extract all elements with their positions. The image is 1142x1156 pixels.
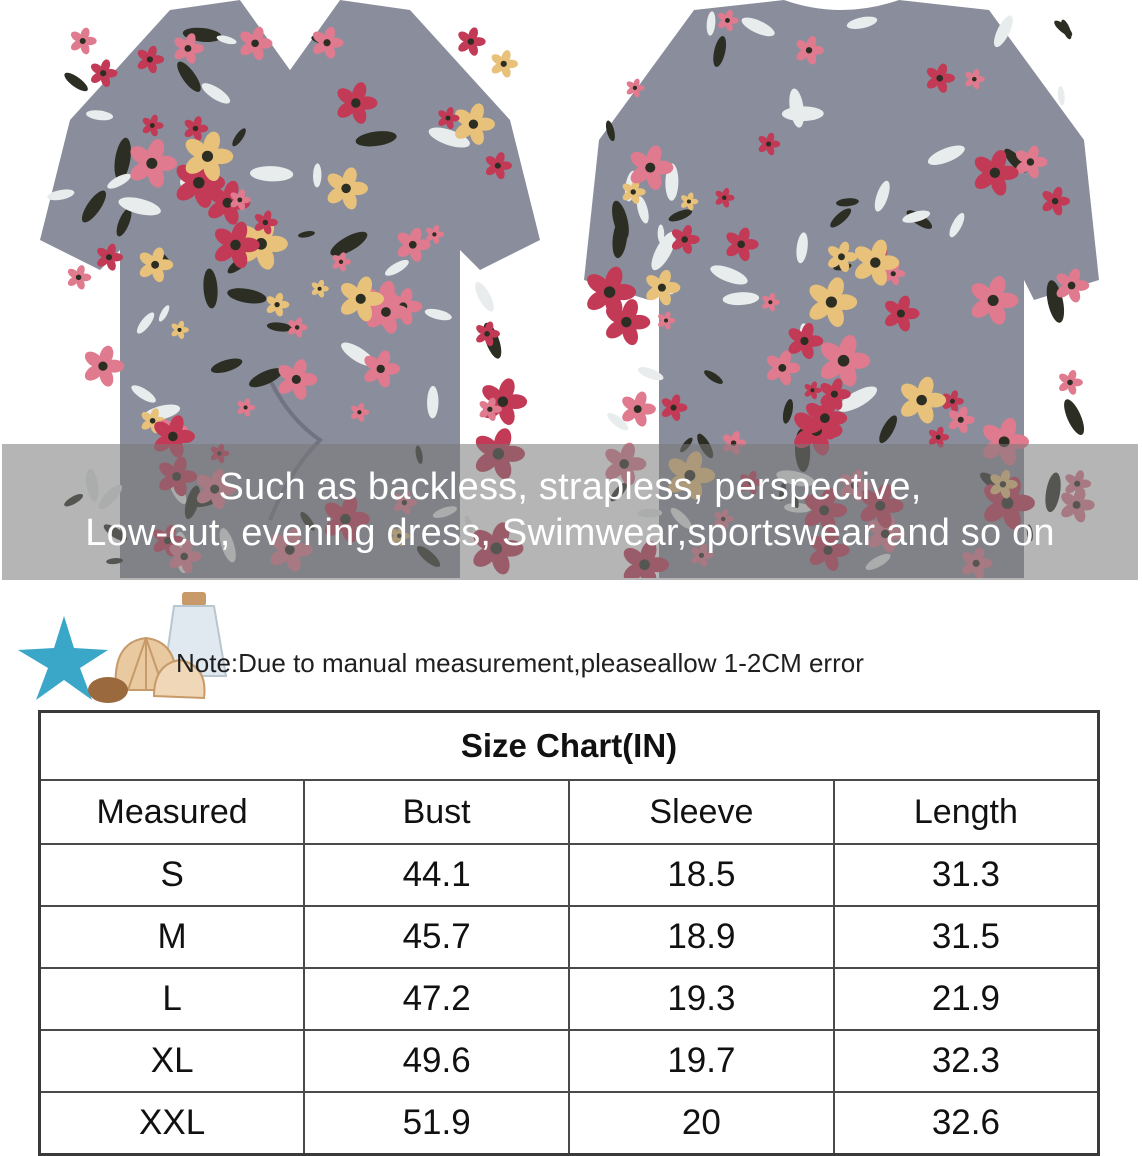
bust-cell: 45.7 [304,906,569,968]
size-cell: S [40,844,305,906]
sleeve-cell: 19.3 [569,968,834,1030]
bust-cell: 44.1 [304,844,569,906]
size-cell: XXL [40,1092,305,1155]
length-cell: 31.3 [834,844,1099,906]
length-cell: 31.5 [834,906,1099,968]
table-row [40,968,1099,1030]
bust-cell: 47.2 [304,968,569,1030]
sleeve-cell: 20 [569,1092,834,1155]
size-cell: XL [40,1030,305,1092]
size-chart-title-row [40,712,1099,781]
sleeve-cell: 18.9 [569,906,834,968]
size-cell: L [40,968,305,1030]
header-measured: Measured [40,780,305,844]
length-cell: 32.6 [834,1092,1099,1155]
header-bust: Bust [304,780,569,844]
table-row [40,1030,1099,1092]
banner-text-line-1: Such as backless, strapless, perspective, [218,466,922,508]
banner-text-line-2: Low-cut, evening dress, Swimwear,sportswear and so on [85,512,1055,554]
size-chart-header-row [40,780,1099,844]
length-cell: 21.9 [834,968,1099,1030]
header-length: Length [834,780,1099,844]
table-row [40,906,1099,968]
header-sleeve: Sleeve [569,780,834,844]
size-chart-title: Size Chart(IN) [40,712,1099,781]
measurement-note: Note:Due to manual measurement,pleaseallow 1-2CM error [176,648,864,678]
bust-cell: 49.6 [304,1030,569,1092]
size-chart-table [38,710,1100,1156]
size-cell: M [40,906,305,968]
promo-banner [2,444,1138,580]
bust-cell: 51.9 [304,1092,569,1155]
table-row [40,1092,1099,1155]
table-row [40,844,1099,906]
sleeve-cell: 19.7 [569,1030,834,1092]
sleeve-cell: 18.5 [569,844,834,906]
length-cell: 32.3 [834,1030,1099,1092]
